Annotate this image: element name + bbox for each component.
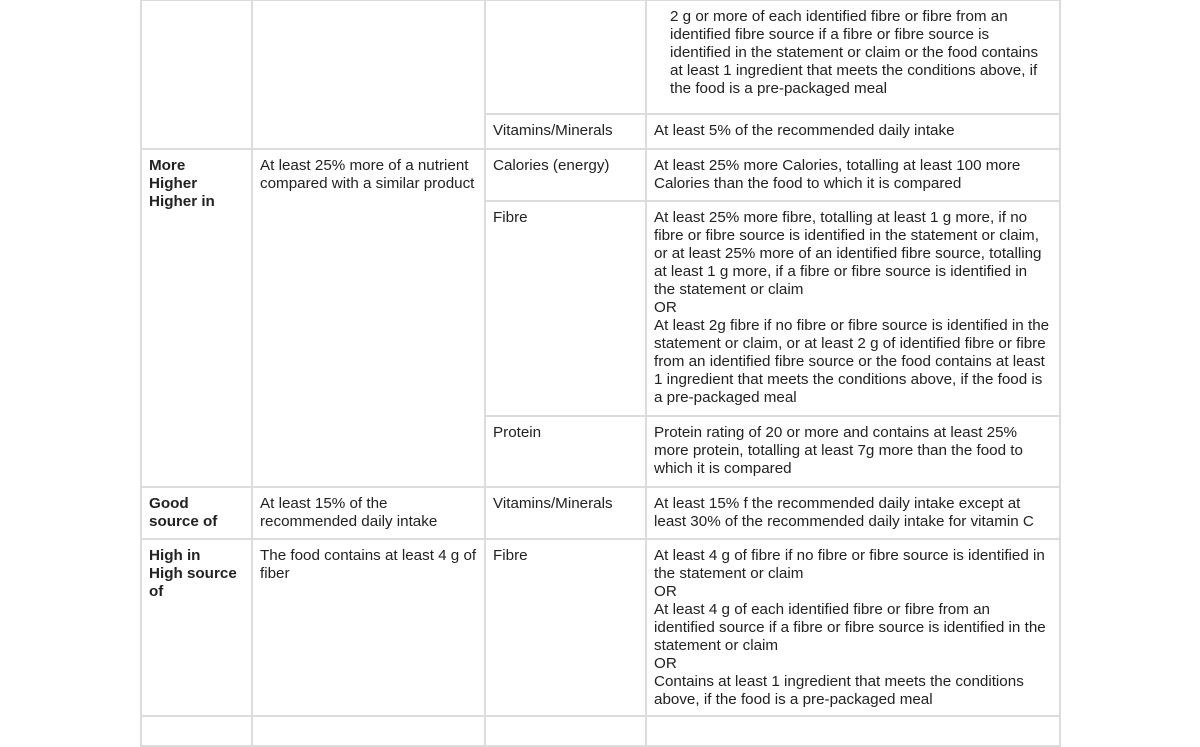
requirement-cell: 2 g or more of each identified fibre or fibre from an identified fibre source if a fibre or fibre source is identified in the statement or claim or the food contains at least 1 ingredient that meets the conditions above, if the food is a pre-packaged meal [646, 0, 1060, 114]
table-row [141, 149, 1060, 201]
nutrient-cell [485, 0, 646, 114]
term-cell [141, 0, 252, 149]
nutrient-cell: Fibre [485, 201, 646, 416]
meaning-cell [252, 0, 485, 149]
claim-term-cell: High in High source of [141, 539, 252, 716]
table-row [141, 0, 1060, 114]
table-row [141, 487, 1060, 539]
nutrient-cell: Vitamins/Minerals [485, 487, 646, 539]
claim-term-cell: More Higher Higher in [141, 149, 252, 487]
requirement-cell: At least 5% of the recommended daily intake [646, 114, 1060, 149]
requirement-cell: Protein rating of 20 or more and contains at least 25% more protein, totalling at least 7g more than the food to which it is compared [646, 416, 1060, 487]
table-row [141, 539, 1060, 716]
meaning-cell: At least 25% more of a nutrient compared with a similar product [252, 149, 485, 487]
meaning-cell: At least 15% of the recommended daily intake [252, 487, 485, 539]
nutrient-cell: Protein [485, 416, 646, 487]
nutrient-cell: Calories (energy) [485, 149, 646, 201]
requirement-cell: At least 4 g of fibre if no fibre or fibre source is identified in the statement or claim OR At least 4 g of each identified fibre or fibre from an identified source if a fibre or fibre source is identified in the statement or claim OR Contains at least 1 ingredient that meets the conditions above, if the food is a pre-packaged meal [646, 539, 1060, 716]
nutrient-claims-table [140, 0, 1061, 747]
requirement-cell: At least 25% more fibre, totalling at least 1 g more, if no fibre or fibre source is identified in the statement or claim, or at least 25% more of an identified fibre source, totalling at least 1 g more, if a fibre or fibre source is identified in the statement or claim OR At least 2g fibre if no fibre or fibre source is identified in the statement or claim, or at least 2 g of identified fibre or fibre from an identified fibre source or the food contains at least 1 ingredient that meets the conditions above, if the food is a pre-packaged meal [646, 201, 1060, 416]
requirement-cell: At least 25% more Calories, totalling at least 100 more Calories than the food to which it is compared [646, 149, 1060, 201]
meaning-cell: The food contains at least 4 g of fiber [252, 539, 485, 716]
claim-term-cell: Good source of [141, 487, 252, 539]
nutrient-cell: Fibre [485, 539, 646, 716]
nutrient-cell: Vitamins/Minerals [485, 114, 646, 149]
requirement-cell: At least 15% f the recommended daily intake except at least 30% of the recommended daily intake for vitamin C [646, 487, 1060, 539]
